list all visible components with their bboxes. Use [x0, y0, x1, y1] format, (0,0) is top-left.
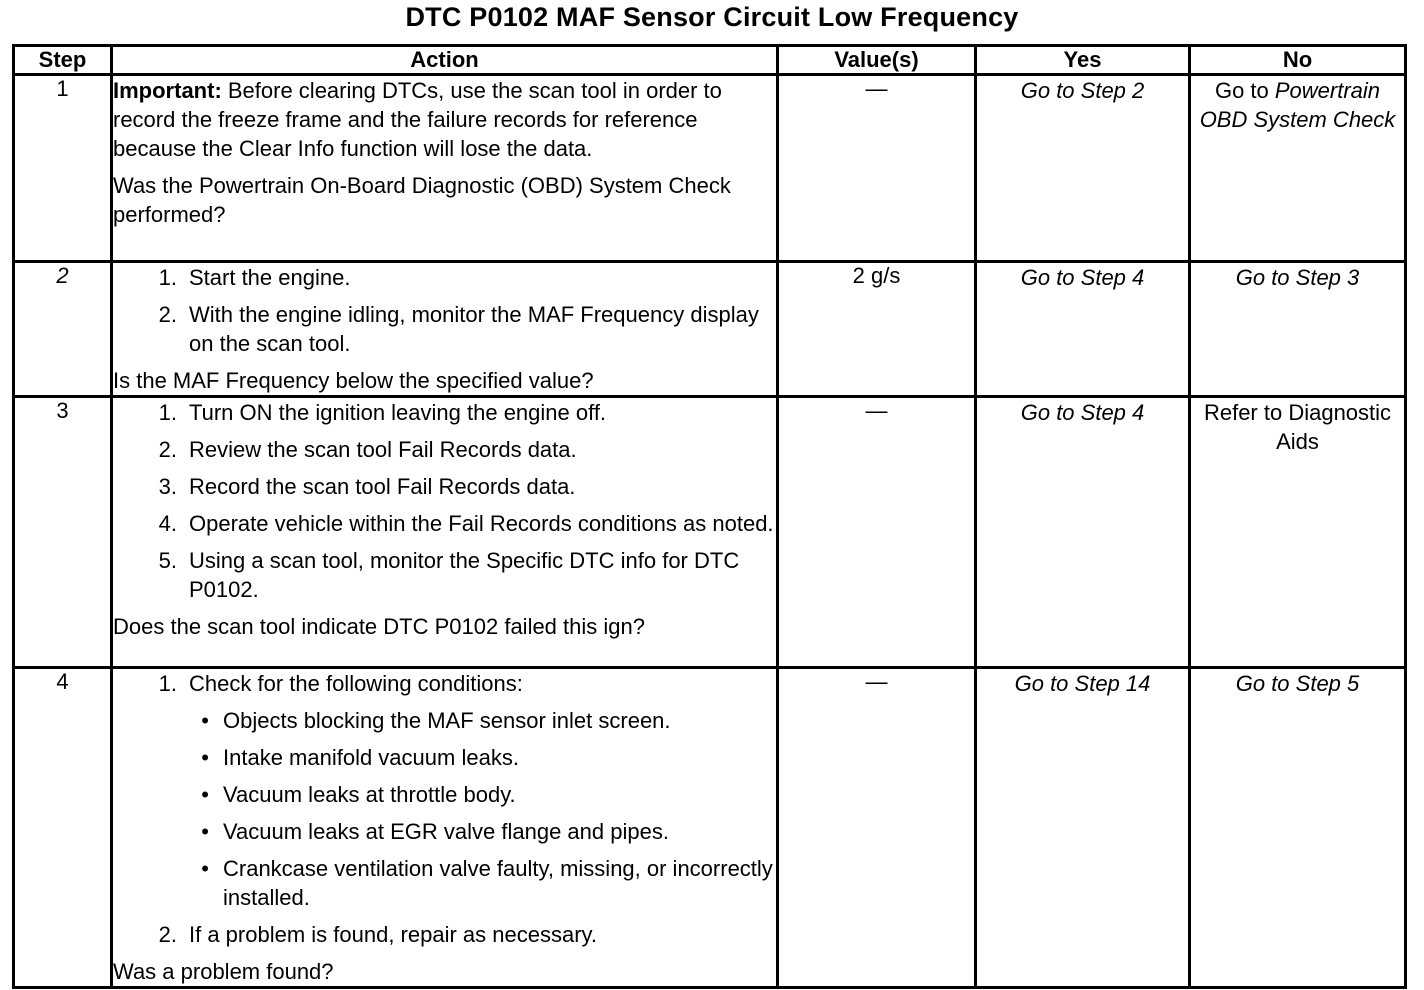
yes-cell [976, 262, 1190, 397]
value-cell: — [778, 668, 976, 988]
numbered-item: 2. If a problem is found, repair as necessary. [158, 922, 598, 947]
table-row [14, 668, 1406, 988]
bullet-item: • Vacuum leaks at EGR valve flange and pipes. [113, 817, 776, 846]
bullet-item: • Vacuum leaks at throttle body. [113, 780, 776, 809]
important-text: Before clearing DTCs, use the scan tool in order to record the freeze frame and the failure records for reference because the Clear Info function will lose the data. [113, 78, 722, 161]
yes-link[interactable]: Go to Step 14 [1014, 671, 1151, 696]
yes-cell [976, 668, 1190, 988]
step-question: Is the MAF Frequency below the specified value? [113, 368, 594, 393]
step-number: 4 [14, 668, 112, 988]
important-note [113, 76, 776, 163]
action-cell [112, 397, 778, 668]
yes-cell [976, 75, 1190, 262]
step-question: Was the Powertrain On-Board Diagnostic (OBD) System Check performed? [113, 173, 731, 227]
diagnostic-table [12, 44, 1407, 989]
no-cell [1190, 262, 1406, 397]
table-row [14, 75, 1406, 262]
numbered-item: 4. Operate vehicle within the Fail Records conditions as noted. [158, 511, 774, 536]
step-number: 3 [14, 397, 112, 668]
no-link[interactable]: Go to Step 3 [1235, 265, 1360, 290]
numbered-item: 1. Turn ON the ignition leaving the engine off. [158, 400, 607, 425]
bullet-icon: • [201, 708, 209, 733]
bullet-icon: • [201, 782, 209, 807]
numbered-item: 1. Start the engine. [158, 265, 351, 290]
header-action: Action [112, 46, 778, 75]
bullet-icon: • [201, 819, 209, 844]
yes-link[interactable]: Go to Step 2 [1020, 78, 1145, 103]
no-prefix: Go to [1214, 78, 1275, 103]
header-no: No [1190, 46, 1406, 75]
numbered-item: 3. Record the scan tool Fail Records data. [158, 474, 576, 499]
action-cell [112, 262, 778, 397]
header-yes: Yes [976, 46, 1190, 75]
table-row [14, 397, 1406, 668]
numbered-item: 2. Review the scan tool Fail Records data. [158, 437, 577, 462]
yes-link[interactable]: Go to Step 4 [1020, 400, 1145, 425]
value-cell: — [778, 75, 976, 262]
bullet-item: • Intake manifold vacuum leaks. [113, 743, 776, 772]
yes-cell [976, 397, 1190, 668]
bullet-item: • Objects blocking the MAF sensor inlet screen. [113, 706, 776, 735]
numbered-item: 5. Using a scan tool, monitor the Specific DTC info for DTC P0102. [158, 548, 740, 602]
bullet-icon: • [201, 856, 209, 881]
step-question: Was a problem found? [113, 959, 334, 984]
no-link[interactable]: Go to Step 5 [1235, 671, 1360, 696]
numbered-item: 1. Check for the following conditions: [158, 671, 523, 696]
value-cell: 2 g/s [778, 262, 976, 397]
no-cell [1190, 668, 1406, 988]
step-number: 1 [14, 75, 112, 262]
action-cell [112, 75, 778, 262]
step-number: 2 [14, 262, 112, 397]
action-cell [112, 668, 778, 988]
important-label: Important: [113, 78, 222, 103]
table-header-row [14, 46, 1406, 75]
step-question: Does the scan tool indicate DTC P0102 failed this ign? [113, 614, 645, 639]
header-step: Step [14, 46, 112, 75]
bullet-icon: • [201, 745, 209, 770]
no-cell [1190, 75, 1406, 262]
no-cell [1190, 397, 1406, 668]
document-title: DTC P0102 MAF Sensor Circuit Low Frequency [405, 2, 1019, 32]
no-text[interactable]: Refer to Diagnostic Aids [1203, 400, 1392, 454]
value-cell: — [778, 397, 976, 668]
numbered-item: 2. With the engine idling, monitor the MAF Frequency display on the scan tool. [158, 302, 759, 356]
bullet-item: • Crankcase ventilation valve faulty, missing, or incorrectly installed. [113, 854, 776, 912]
header-values: Value(s) [778, 46, 976, 75]
no-link[interactable]: Powertrain OBD System Check [1199, 78, 1396, 132]
table-row [14, 262, 1406, 397]
yes-link[interactable]: Go to Step 4 [1020, 265, 1145, 290]
